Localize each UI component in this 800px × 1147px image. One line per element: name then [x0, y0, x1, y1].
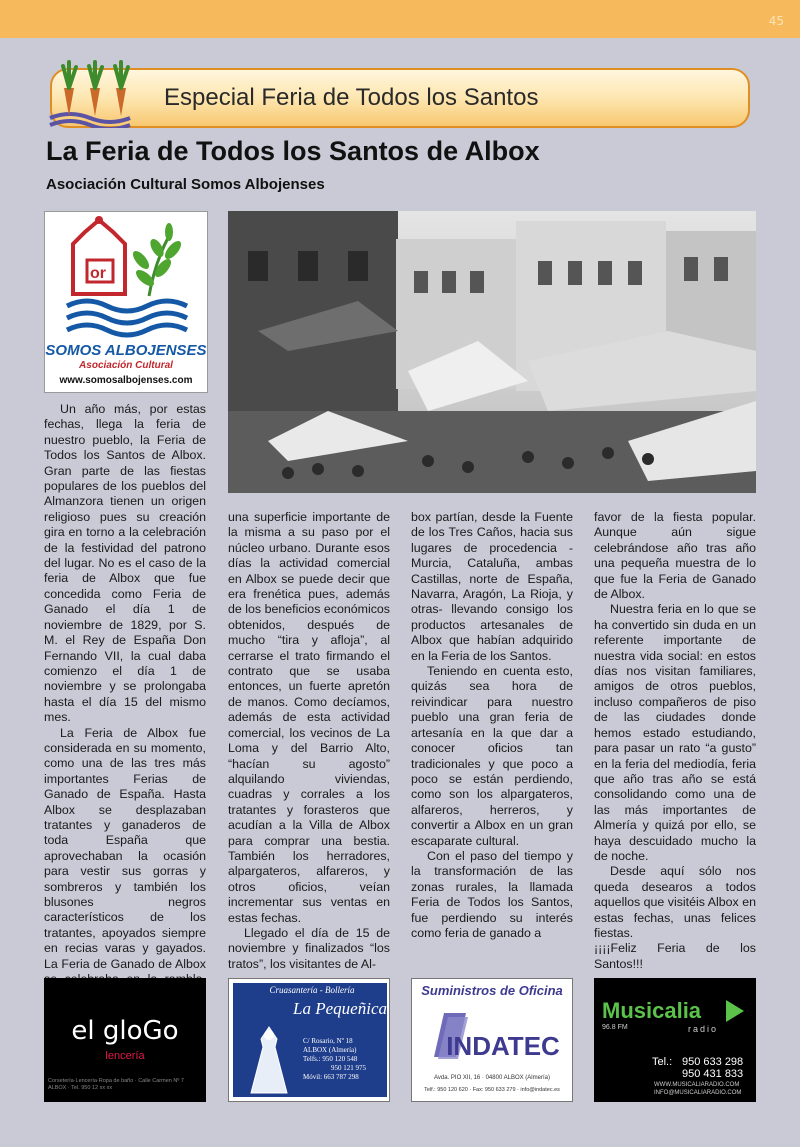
ad-glogo-name: el gloGo	[71, 1016, 179, 1046]
ad-pequenica-tel2: 950 121 975	[331, 1064, 366, 1072]
ad-pequenica-subtitle: Cruasantería - Bollería	[269, 985, 355, 995]
paragraph: box partían, desde la Fuente de los Tres Caños, hacia sus lugares de procedencia -Murcia, Cataluña, ambas Castillas, norte de España, Navarra, Aragón, La Rioja, y otras- llevando consigo los productos artesanales de Albox que habían adquirido en la Feria de los Santos.	[411, 510, 573, 663]
paragraph: Un año más, por estas fechas, llega la feria de nuestro pueblo, la Feria de Todos los Santos de Albox. Gran parte de las fiestas populares de los pueblos del Almanzora tienen un origen religioso pues su creación gira en torno a la celebración de la festividad del patrono del lugar. No es el caso de la feria de Albox que fue concedida como Feria de Ganado el día 1 de noviembre de 1829, por S. M. el Rey de España Don Fernando VII, la cual daba comienzo el día 1 de noviembre y se prolongaba hasta el día 15 del mismo mes.	[44, 402, 206, 725]
article-title: La Feria de Todos los Santos de Albox	[46, 136, 540, 166]
paragraph: Con el paso del tiempo y la transformación de las zonas rurales, la llamada Feria de Todos los Santos, fue perdiendo su interés como feria de ganado a	[411, 848, 573, 940]
ad-el-glogo	[44, 978, 206, 1102]
ad-glogo-fine-print: Corsetería·Lencería·Ropa de baño · Calle Carmen Nº 7 ALBOX · Tel. 950 12 xx xx	[48, 1078, 184, 1091]
ad-indatec-contact: Telf.: 950 120 620 · Fax: 950 633 279 · info@indatec.es	[424, 1087, 560, 1093]
ad-indatec-address: Avda. PIO XII, 16 · 04800 ALBOX (Almería)	[434, 1075, 550, 1081]
association-emblem-icon	[45, 212, 207, 340]
ad-pequenica-tel: Telfs.: 950 120 548	[303, 1055, 358, 1063]
ad-musicalia-web: WWW.MUSICALIARADIO.COM	[654, 1082, 740, 1088]
paragraph: una superficie importante de la misma a su paso por el núcleo urbano. Durante esos días la actividad comercial en Albox se puede decir que era frenética pues, además de los beneficios económicos obtenidos, después de mucho “tira y afloja”, al cerrarse el trato firmando el contrato que se usaba entonces, un fuerte apretón de manos. Como decíamos, además de esta actividad comercial, los vecinos de La Loma y del Barrio Alto, “hacían su agosto” alquilando viviendas, cuadras y corrales a los tratantes y forasteros que acudían a la Villa de Albox para comprar una bestia. También los herradores, alpargateros, alfareros, y otros oficios, veían incrementar sus ventas en estas fechas.	[228, 510, 390, 925]
association-logo	[44, 211, 208, 393]
ad-indatec-brand: INDATEC	[446, 1031, 560, 1061]
ad-musicalia-tel2: 950 431 833	[682, 1068, 744, 1080]
article-author: Asociación Cultural Somos Albojenses	[46, 176, 325, 193]
ad-pequenica-title: La Pequeñica	[293, 999, 387, 1018]
article-column-2	[228, 510, 390, 972]
play-icon	[724, 998, 746, 1024]
ad-pequenica-town: ALBOX (Almería)	[303, 1046, 357, 1054]
fair-photo-image	[228, 211, 756, 493]
article-column-1	[44, 402, 206, 1003]
ad-pequenica-mobile: Móvil: 663 787 298	[303, 1073, 359, 1081]
ad-musicalia-brand: Musicalia	[602, 998, 702, 1023]
ad-musicalia-sub: radio	[688, 1024, 719, 1034]
svg-text:or: or	[90, 265, 106, 282]
carrots-logo-icon	[46, 58, 142, 128]
ad-musicalia-freq: 96.8 FM	[602, 1024, 628, 1031]
historic-fair-photo	[228, 211, 756, 493]
article-column-4	[594, 510, 756, 972]
paragraph: La Feria de Albox fue considerada en su momento, como una de las tres más importantes Ferias de Ganado de España. Hasta Albox se desplazaban tratantes y ganaderos de toda España que aprovechaban la ocasión para vestir sus gorras y sombreros y también los blusones negros característicos de los tratantes, apoyados siempre en recias varas y gayados. La Feria de Ganado de Albox	[44, 725, 206, 971]
top-bar	[0, 0, 800, 38]
paragraph: Llegado el día de 15 de noviembre y finalizados “los tratos”, los visitantes de Al-	[228, 925, 390, 971]
page-number: 45	[768, 14, 784, 28]
ad-pequenica-address: C/ Rosario, Nº 18	[303, 1037, 353, 1045]
ad-indatec	[411, 978, 573, 1102]
ad-musicalia	[594, 978, 756, 1102]
ad-musicalia-tel1: 950 633 298	[682, 1056, 744, 1068]
ad-musicalia-mail: INFO@MUSICALIARADIO.COM	[654, 1090, 742, 1096]
paragraph: Teniendo en cuenta esto, quizás sea hora de reivindicar para nuestro pueblo una gran feria de artesanía en la que dar a conocer oficios tan tradicionales y que poco a poco se están perdiendo, como son los alpargateros, alfareros, herreros, y convertir a Albox en un gran escaparate cultural.	[411, 664, 573, 848]
ad-la-pequenica	[228, 978, 390, 1102]
section-banner-title: Especial Feria de Todos los Santos	[164, 84, 539, 111]
section-banner	[50, 68, 750, 128]
paragraph: Desde aquí sólo nos queda desearos a todos aquellos que visitéis Albox en estas fechas, unas felices fiestas.	[594, 864, 756, 940]
ad-musicalia-tel-label: Tel.:	[652, 1056, 673, 1068]
virgin-figure-icon	[241, 1023, 297, 1095]
logo-name: SOMOS ALBOJENSES	[45, 342, 207, 359]
logo-url: www.somosalbojenses.com	[59, 375, 193, 386]
paragraph: ¡¡¡¡Feliz Feria de los Santos!!!	[594, 941, 756, 971]
ad-indatec-title: Suministros de Oficina	[421, 983, 563, 998]
paragraph: Nuestra feria en lo que se ha convertido sin duda en un referente importante de nuestra vida social: en estos días nos visitan familiares, amigos de otros pueblos, incluso compañeros de piso de las ciudades donde hemos estado estudiando, para pasar un rato “a gusto” en la feria del mediodía, feria que año tras año se está consolidando como una de las más importantes de Almería y quizá por ello, se haya descuidado mucho la de noche.	[594, 602, 756, 863]
logo-tagline: Asociación Cultural	[79, 360, 173, 371]
ad-glogo-tagline: lencería	[105, 1050, 145, 1062]
article-column-3	[411, 510, 573, 941]
paragraph: favor de la fiesta popular. Aunque aún sigue celebrándose año tras año una pequeña muestra de lo que fue la Feria de Ganado de Albox.	[594, 510, 756, 602]
